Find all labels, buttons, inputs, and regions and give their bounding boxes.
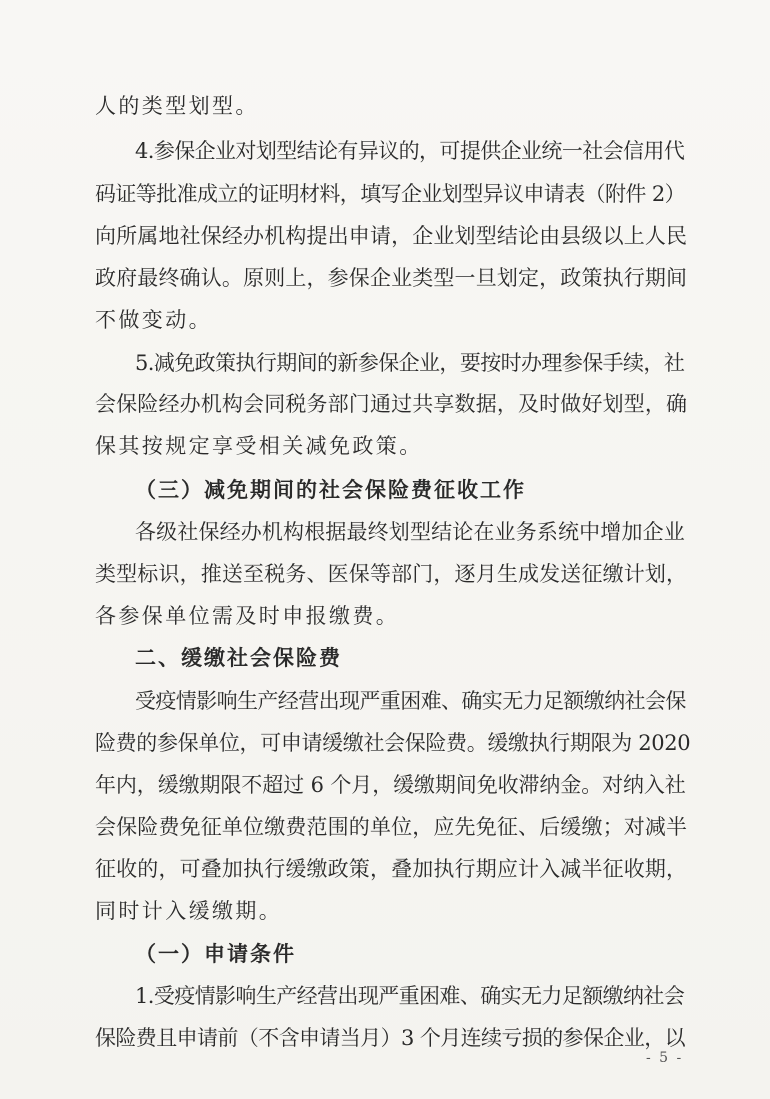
text-line-20: 同时计入缓缴期。 bbox=[95, 899, 283, 923]
section-heading-2: 二、缓缴社会保险费 bbox=[135, 646, 342, 670]
text-line-7: 5.减免政策执行期间的新参保企业，要按时办理参保手续，社 bbox=[135, 351, 685, 375]
text-line-19: 征收的，可叠加执行缓缴政策，叠加执行期应计入减半征收期， bbox=[95, 857, 688, 881]
text-line-13: 各参保单位需及时申报缴费。 bbox=[95, 604, 400, 628]
text-line-12: 类型标识，推送至税务、医保等部门，逐月生成发送征缴计划， bbox=[95, 562, 688, 586]
text-line-3: 码证等批准成立的证明材料，填写企业划型异议申请表（附件 2） bbox=[95, 182, 686, 206]
text-line-18: 会保险费免征单位缴费范围的单位，应先免征、后缓缴；对减半 bbox=[95, 815, 688, 839]
text-line-22: 1.受疫情影响生产经营出现严重困难、确实无力足额缴纳社会 bbox=[135, 984, 685, 1008]
text-line-11: 各级社保经办机构根据最终划型结论在业务系统中增加企业 bbox=[135, 520, 685, 544]
page-number: - 5 - bbox=[646, 1050, 684, 1066]
text-line-2: 4.参保企业对划型结论有异议的，可提供企业统一社会信用代 bbox=[135, 139, 685, 163]
text-line-4: 向所属地社保经办机构提出申请，企业划型结论由县级以上人民 bbox=[95, 224, 688, 248]
text-line-17: 年内，缓缴期限不超过 6 个月，缓缴期间免收滞纳金。对纳入社 bbox=[95, 773, 686, 797]
text-line-16: 险费的参保单位，可申请缓缴社会保险费。缓缴执行期限为 2020 bbox=[95, 731, 691, 755]
text-line-5: 政府最终确认。原则上，参保企业类型一旦划定，政策执行期间 bbox=[95, 266, 688, 290]
text-line-6: 不做变动。 bbox=[95, 308, 212, 332]
section-heading-3: （三）减免期间的社会保险费征收工作 bbox=[135, 478, 526, 502]
text-line-9: 保其按规定享受相关减免政策。 bbox=[95, 434, 423, 458]
text-line-1: 人的类型划型。 bbox=[95, 94, 259, 118]
text-line-15: 受疫情影响生产经营出现严重困难、确实无力足额缴纳社会保 bbox=[135, 689, 686, 713]
text-line-8: 会保险经办机构会同税务部门通过共享数据，及时做好划型，确 bbox=[95, 392, 688, 416]
subsection-heading-1: （一）申请条件 bbox=[135, 942, 296, 966]
text-line-23: 保险费且申请前（不含申请当月）3 个月连续亏损的参保企业，以 bbox=[95, 1026, 686, 1050]
